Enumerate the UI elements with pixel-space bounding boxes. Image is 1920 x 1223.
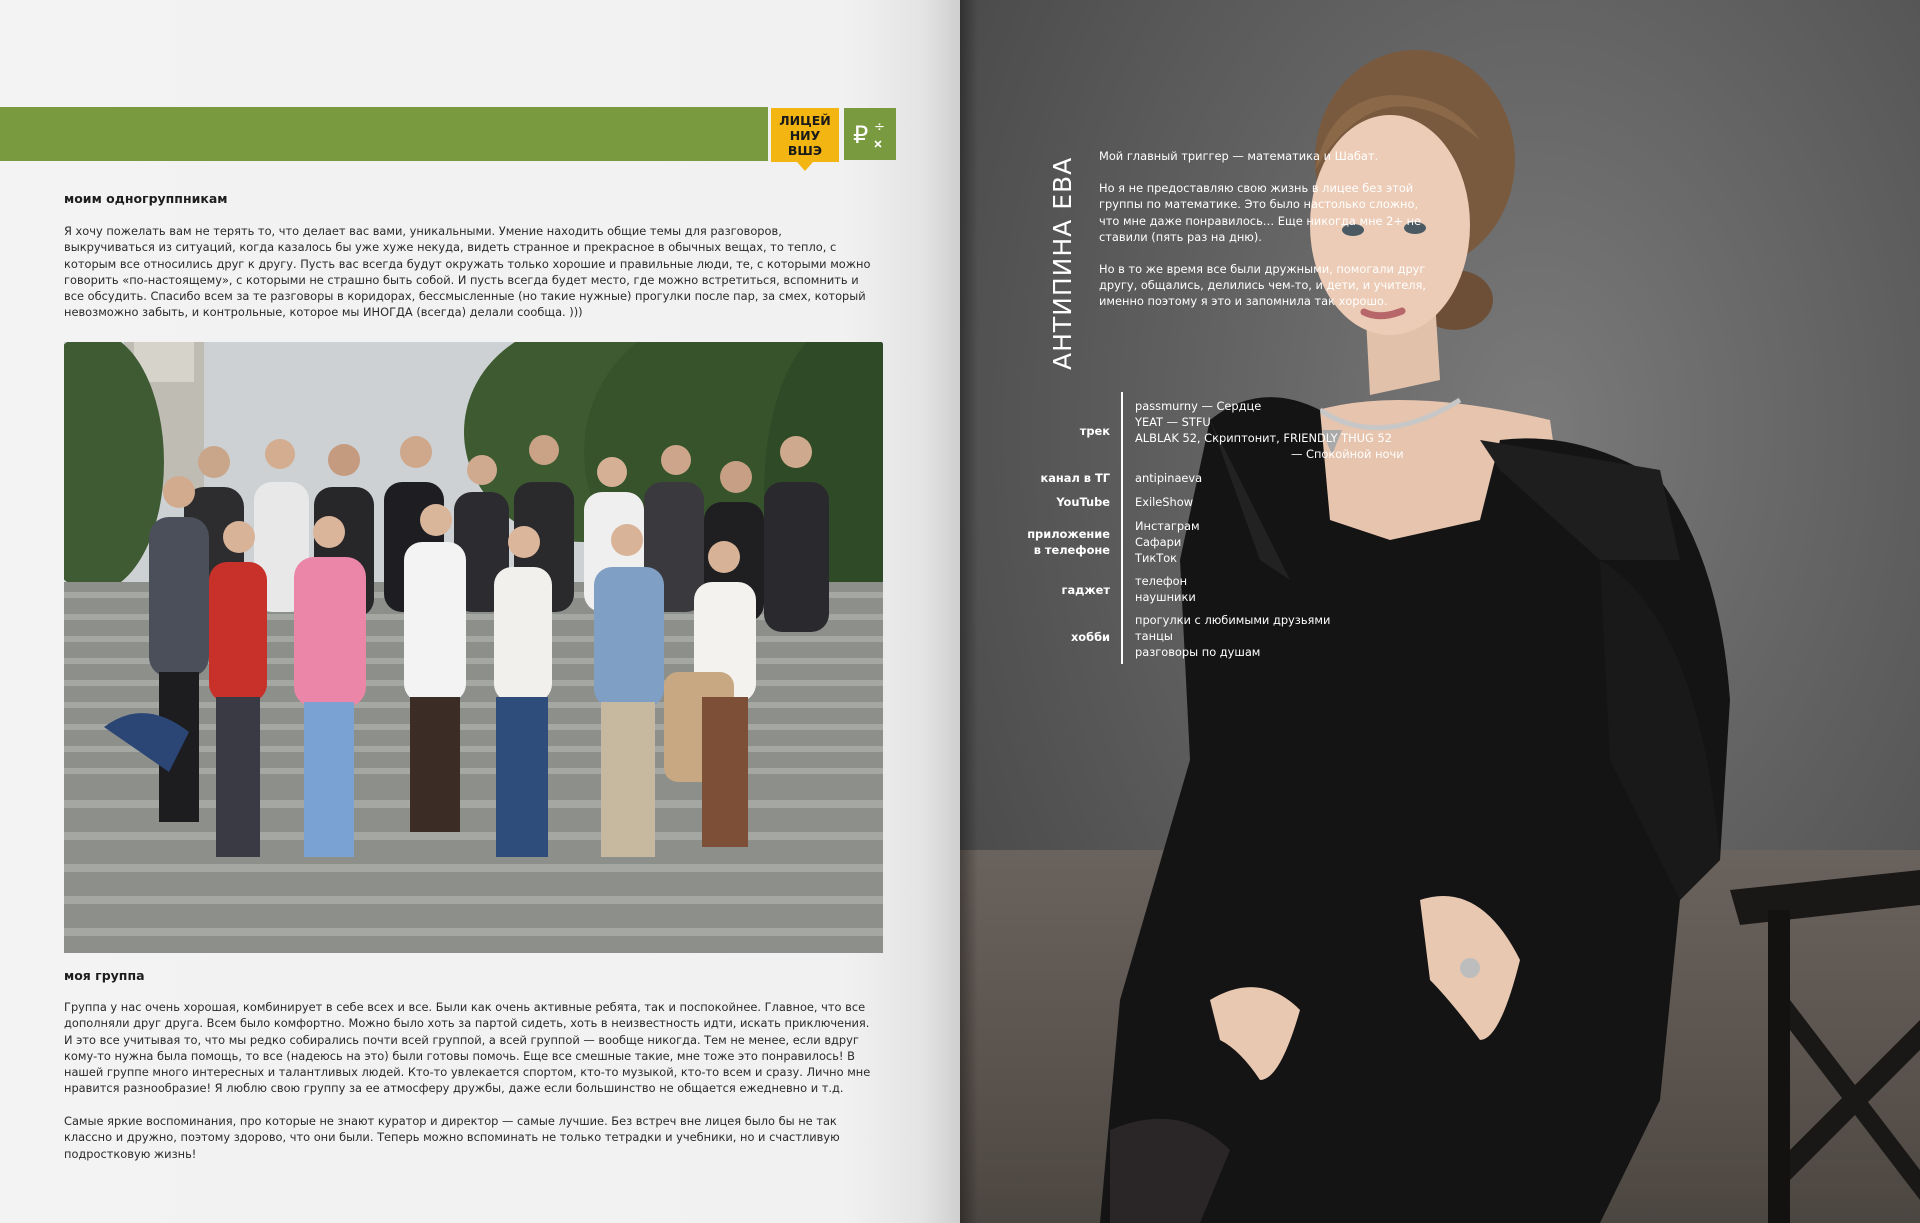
quote-paragraph-2: Но я не предоставляю свою жизнь в лицее без этой группы по математике. Это было настолько сложно, что мне даже понравилось… Еще никогда мне 2+ не ставили (пять раз на дню). xyxy=(1099,181,1422,244)
hobby-item-2: танцы xyxy=(1135,629,1173,643)
page-spine-shadow xyxy=(960,0,978,1223)
info-label-channel: канал в ТГ xyxy=(1040,471,1110,485)
math-logo xyxy=(844,108,896,160)
apps-label-line-2: в телефоне xyxy=(1033,543,1110,557)
info-value-track xyxy=(1135,398,1404,462)
group-photo xyxy=(64,342,883,953)
apps-label-line-1: приложение xyxy=(1027,527,1110,541)
section-text-group: Группа у нас очень хорошая, комбинирует в себе всех и все. Были как очень активные ребята, так и поспокойнее. Главное, что все дополняли друг друга. Всем было комфортно. Можно было хоть за партой сидеть, хоть в неизвестность идти, искать приключения. И это все учитывая то, что мы редко собирались почти всей группой, а всей группой — вообще никогда. Тем не менее, если вдруг кому-то нужна была помощь, то все (надеюсь на это) были готовы помочь. Еще все смешные такие, мне тоже это понравилось! В нашей группе много интересных и талантливых людей. Кто-то увлекается спортом, кто-то музыкой, кто-то всем и сразу. Лично мне нравится разнообразие! Я люблю свою группу за ее атмосферу дружбы, даже если большинство не общается ежедневно и т.д. xyxy=(64,1000,871,1096)
student-quote xyxy=(1099,148,1429,326)
track-line-4: — Спокойной ночи xyxy=(1291,447,1404,461)
multiply-icon xyxy=(875,141,881,147)
app-item-2: Сафари xyxy=(1135,535,1182,549)
info-value-channel: antipinaeva xyxy=(1135,471,1203,485)
logo-line-1: ЛИЦЕЙ xyxy=(779,112,831,128)
divide-symbol: ÷ xyxy=(874,120,885,135)
student-name: АНТИПИНА ЕВА xyxy=(1048,156,1077,370)
section-text-memories: Самые яркие воспоминания, про которые не знают куратор и директор — самые лучшие. Без встреч вне лицея было бы не так классно и дружно, поэтому здорово, что они были. Теперь можно вспоминать не только тетрадки и учебники, но и счастливую подростковую жизнь! xyxy=(64,1114,840,1161)
section-text-classmates: Я хочу пожелать вам не терять то, что делает вас вами, уникальными. Умение находить общие темы для разговоров, выкручиваться из ситуаций, когда казалось бы уже хуже некуда, видеть странное и прекрасное в обычных вещах, то тепло, с которым все относились друг к другу. Пусть вас всегда будут окружать только хорошие и правильные люди, те, с которыми можно говорить «по-настоящему», с которыми не страшно быть собой. И пусть всегда будет место, где можно встретиться, вспомнить и все обсудить. Спасибо всем за те разговоры в коридорах, бессмысленные (но такие нужные) прогулки после пар, за смех, который невозможно забыть, и контрольные, которое мы ИНОГДА (всегда) делали сообща. ))) xyxy=(64,224,871,320)
info-label-hobby: хобби xyxy=(1070,630,1110,644)
info-value-gadget xyxy=(1135,573,1196,605)
quote-paragraph-1: Мой главный триггер — математика и Шабат. xyxy=(1099,149,1379,163)
lyceum-logo xyxy=(771,108,839,162)
info-value-hobby xyxy=(1135,612,1330,660)
app-item-1: Инстаграм xyxy=(1135,519,1200,533)
header-band xyxy=(0,107,768,161)
info-divider xyxy=(1121,392,1123,664)
gadget-item-1: телефон xyxy=(1135,574,1188,588)
info-label-gadget: гаджет xyxy=(1061,583,1110,597)
hobby-item-1: прогулки с любимыми друзьями xyxy=(1135,613,1331,627)
logo-line-2: НИУ xyxy=(789,127,821,143)
section-heading-classmates: моим одногруппникам xyxy=(64,191,228,206)
info-label-apps xyxy=(1027,526,1110,558)
track-line-2: YEAT — STFU xyxy=(1135,415,1211,429)
hobby-item-3: разговоры по душам xyxy=(1135,645,1261,659)
math-symbols-icon xyxy=(844,108,896,160)
info-value-youtube: ExileShow xyxy=(1135,495,1194,509)
ruble-symbol: ₽ xyxy=(853,121,869,149)
info-value-apps xyxy=(1135,518,1200,566)
app-item-3: ТикТок xyxy=(1135,551,1178,565)
info-label-track: трек xyxy=(1079,424,1110,438)
gadget-item-2: наушники xyxy=(1135,590,1196,604)
section-heading-group: моя группа xyxy=(64,968,145,983)
info-label-youtube: YouTube xyxy=(1056,495,1110,509)
quote-paragraph-3: Но в то же время все были дружными, помогали друг другу, общались, делились чем-то, и дети, и учителя, именно поэтому я это и запомнила так хорошо. xyxy=(1099,262,1427,309)
track-line-1: passmurny — Сердце xyxy=(1135,399,1262,413)
logo-line-3: ВШЭ xyxy=(787,142,823,158)
track-line-3: ALBLAK 52, Скриптонит, FRIENDLY THUG 52 xyxy=(1135,431,1392,445)
